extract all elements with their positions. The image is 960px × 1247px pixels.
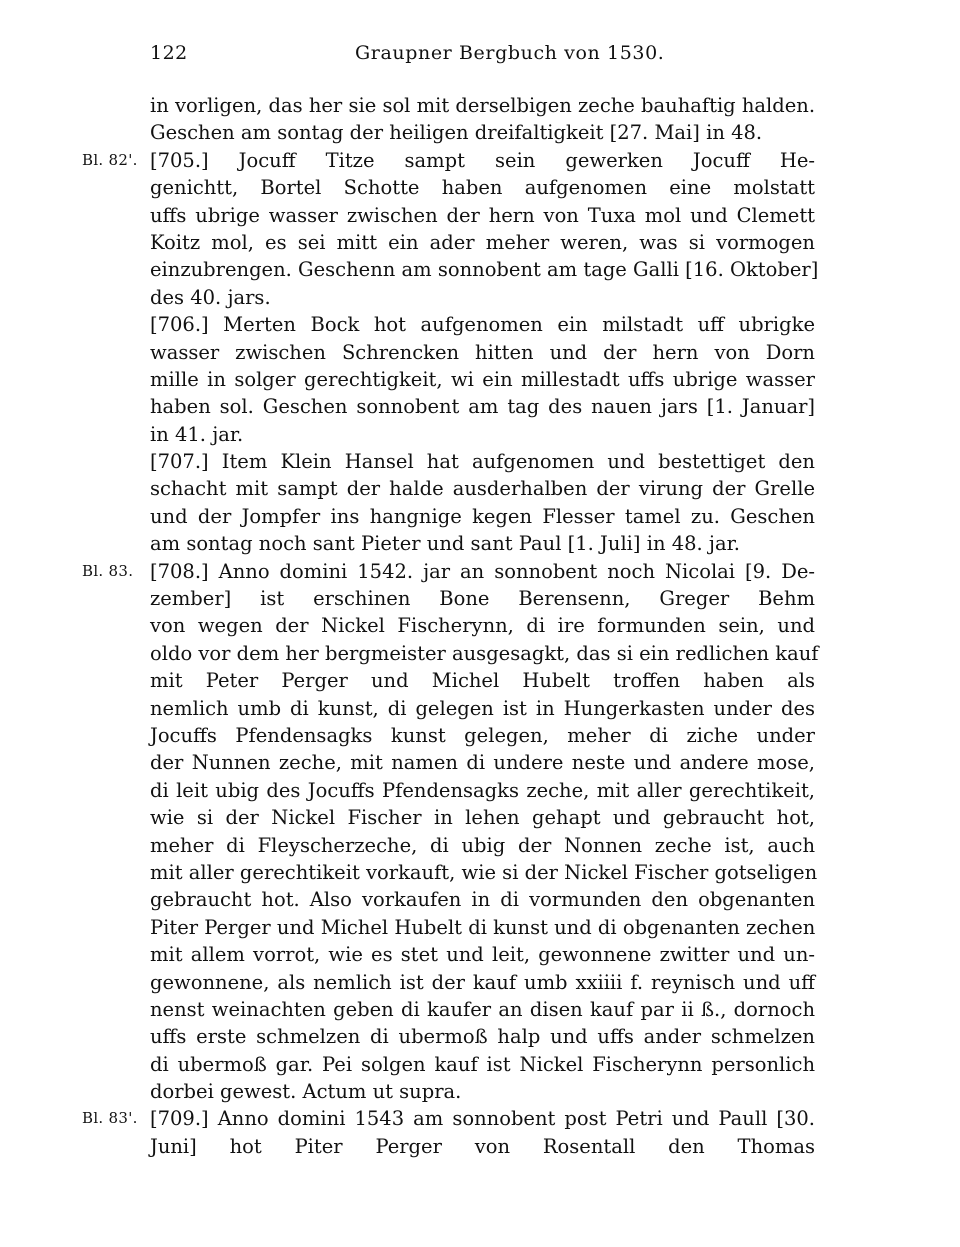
line-text: am sontag noch sant Pieter und sant Paul [1. Juli] in 48. jar. bbox=[150, 532, 740, 556]
line-text: mit aller gerechtikeit vorkauft, wie si der Nickel Fischer gotseligen bbox=[150, 860, 818, 884]
line-text: Jocuffs Pfendensagks kunst gelegen, meher di ziche under bbox=[150, 723, 815, 747]
line-text: mit allem vorrot, wie es stet und leit, gewonnene zwitter und un- bbox=[150, 943, 815, 967]
text-line bbox=[150, 339, 815, 366]
line-text: [705.] Jocuff Titze sampt sein gewerken Jocuff He- bbox=[150, 148, 815, 172]
text-line bbox=[150, 749, 815, 776]
text-line bbox=[82, 1105, 815, 1132]
line-text: mille in solger gerechtigkeit, wi ein millestadt uffs ubrige wasser bbox=[150, 367, 815, 391]
line-text: dorbei gewest. Actum ut supra. bbox=[150, 1080, 462, 1104]
line-text: oldo vor dem her bergmeister ausgesagkt, das si ein redlichen kauf bbox=[150, 641, 819, 665]
text-line bbox=[150, 612, 815, 639]
line-text: haben sol. Geschen sonnobent am tag des nauen jars [1. Januar] bbox=[150, 395, 815, 419]
text-line bbox=[150, 996, 815, 1023]
text-line bbox=[150, 174, 815, 201]
margin-note: Bl. 82'. bbox=[82, 150, 138, 169]
text-line bbox=[150, 886, 815, 913]
text-line bbox=[150, 1023, 815, 1050]
text-line bbox=[150, 777, 815, 804]
text-line bbox=[150, 229, 815, 256]
line-text: in vorligen, das her sie sol mit derselbigen zeche bauhaftig halden. bbox=[150, 94, 816, 117]
running-title: Graupner Bergbuch von 1530. bbox=[355, 42, 665, 64]
line-text: nenst weinachten geben di kaufer an disen kauf par ii ß., dornoch bbox=[150, 997, 815, 1021]
page-header bbox=[150, 42, 815, 72]
line-text: [709.] Anno domini 1543 am sonnobent post Petri und Paull [30. bbox=[150, 1107, 815, 1131]
text-line bbox=[150, 448, 815, 475]
line-text: Koitz mol, es sei mitt ein ader meher weren, was si vormogen bbox=[150, 230, 815, 254]
line-text: Juni] hot Piter Perger von Rosentall den Thomas bbox=[150, 1134, 815, 1158]
line-text: genichtt, Bortel Schotte haben aufgenomen eine molstatt bbox=[150, 176, 815, 200]
line-text: [708.] Anno domini 1542. jar an sonnobent noch Nicolai [9. De- bbox=[150, 559, 815, 583]
text-line bbox=[150, 914, 815, 941]
text-line bbox=[150, 530, 815, 557]
text-line bbox=[150, 695, 815, 722]
text-line bbox=[150, 311, 815, 338]
line-text: uffs ubrige wasser zwischen der hern von Tuxa mol und Clemett bbox=[150, 203, 815, 227]
line-text: uffs erste schmelzen di ubermoß halp und uffs ander schmelzen bbox=[150, 1025, 815, 1049]
line-text: in 41. jar. bbox=[150, 422, 244, 446]
text-line bbox=[150, 92, 815, 119]
text-line bbox=[150, 941, 815, 968]
margin-note: Bl. 83. bbox=[82, 561, 134, 580]
text-line bbox=[150, 202, 815, 229]
text-line bbox=[150, 284, 815, 311]
text-line bbox=[150, 119, 815, 146]
line-text: und der Jompfer ins hangnige kegen Flesser tamel zu. Geschen bbox=[150, 504, 815, 528]
line-text: des 40. jars. bbox=[150, 285, 271, 309]
line-text: wie si der Nickel Fischer in lehen gehapt und gebraucht hot, bbox=[150, 806, 815, 830]
line-text: einzubrengen. Geschenn am sonnobent am tage Galli [16. Oktober] bbox=[150, 258, 819, 282]
line-text: wasser zwischen Schrencken hitten und der hern von Dorn bbox=[150, 340, 815, 364]
text-line bbox=[150, 366, 815, 393]
page-body bbox=[82, 92, 819, 1160]
text-line bbox=[150, 667, 815, 694]
text-line bbox=[150, 1078, 815, 1105]
page-number: 122 bbox=[150, 42, 188, 64]
line-text: meher di Fleyscherzeche, di ubig der Nonnen zeche ist, auch bbox=[150, 833, 815, 857]
text-line bbox=[150, 503, 815, 530]
text-line bbox=[150, 256, 819, 283]
text-line bbox=[150, 393, 815, 420]
text-line bbox=[82, 147, 815, 174]
line-text: gewonnene, als nemlich ist der kauf umb xxiiii f. reynisch und uff bbox=[150, 970, 815, 994]
text-line bbox=[150, 421, 815, 448]
line-text: nemlich umb di kunst, di gelegen ist in Hungerkasten under des bbox=[150, 696, 815, 720]
line-text: mit Peter Perger und Michel Hubelt troffen haben als bbox=[150, 669, 815, 693]
line-text: von wegen der Nickel Fischerynn, di ire formunden sein, und bbox=[150, 614, 815, 638]
text-line bbox=[150, 585, 815, 612]
text-line bbox=[82, 558, 815, 585]
text-line bbox=[150, 475, 815, 502]
line-text: der Nunnen zeche, mit namen di undere neste und andere mose, bbox=[150, 751, 815, 775]
line-text: schacht mit sampt der halde ausderhalben der virung der Grelle bbox=[150, 477, 815, 501]
line-text: di leit ubig des Jocuffs Pfendensagks zeche, mit aller gerechtikeit, bbox=[150, 778, 815, 802]
line-text: zember] ist erschinen Bone Berensenn, Greger Behm bbox=[150, 587, 815, 611]
text-line bbox=[150, 804, 815, 831]
line-text: Geschen am sontag der heiligen dreifaltigkeit [27. Mai] in 48. bbox=[150, 121, 763, 145]
text-line bbox=[150, 1051, 815, 1078]
text-line bbox=[150, 859, 818, 886]
text-line bbox=[150, 832, 815, 859]
text-line bbox=[150, 1133, 815, 1160]
text-line bbox=[150, 640, 819, 667]
line-text: Piter Perger und Michel Hubelt di kunst und di obgenanten zechen bbox=[150, 915, 816, 939]
line-text: di ubermoß gar. Pei solgen kauf ist Nickel Fischerynn personlich bbox=[150, 1052, 815, 1076]
text-line bbox=[150, 722, 815, 749]
line-text: [706.] Merten Bock hot aufgenomen ein milstadt uff ubrigke bbox=[150, 313, 815, 337]
margin-note: Bl. 83'. bbox=[82, 1109, 138, 1128]
line-text: [707.] Item Klein Hansel hat aufgenomen und bestettiget den bbox=[150, 450, 815, 474]
line-text: gebraucht hot. Also vorkaufen in di vormunden den obgenanten bbox=[150, 888, 815, 912]
text-line bbox=[150, 969, 815, 996]
